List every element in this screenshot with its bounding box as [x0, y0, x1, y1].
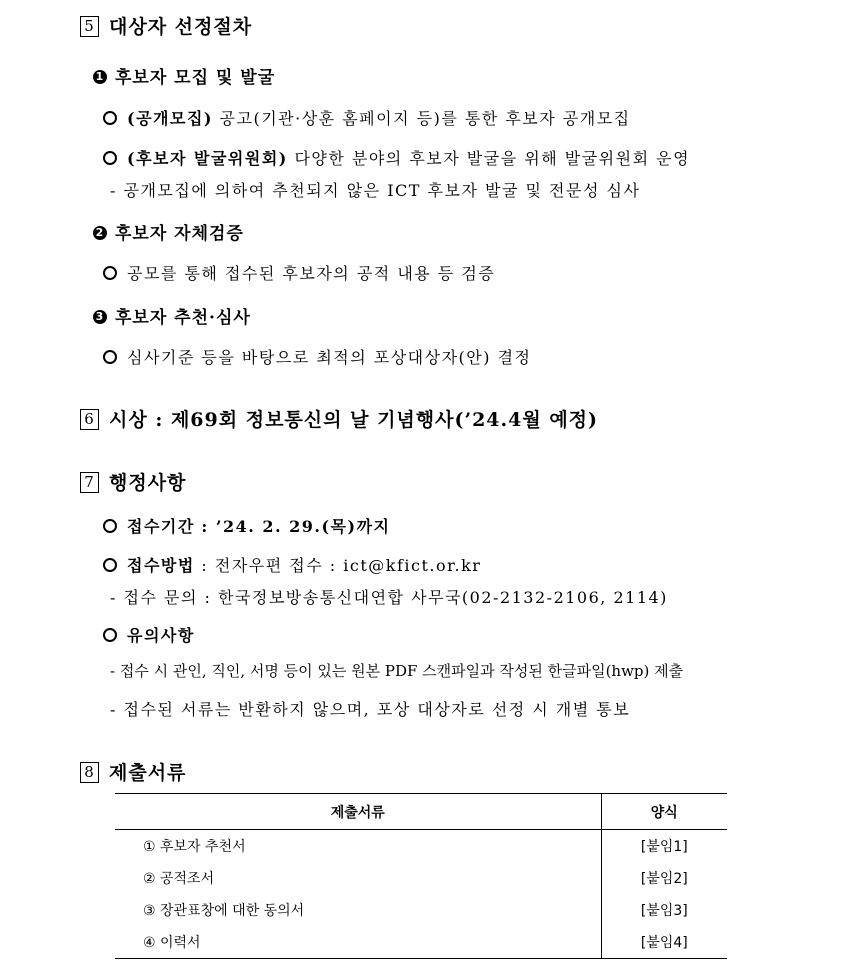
section-number-box: 7 — [80, 472, 99, 493]
item-text: 공모를 통해 접수된 후보자의 공적 내용 등 검증 — [127, 264, 496, 283]
item-text: 다양한 분야의 후보자 발굴을 위해 발굴위원회 운영 — [287, 149, 691, 168]
bullet-ring-icon — [103, 350, 117, 364]
document-name: ② 공적조서 — [115, 862, 601, 894]
deadline-value: : ’24. 2. 29.(목)까지 — [201, 517, 391, 536]
document-name: ③ 장관표창에 대한 동의서 — [115, 894, 601, 926]
step-badge: 2 — [93, 226, 107, 240]
caution-note-2: - 접수된 서류는 반환하지 않으며, 포상 대상자로 선정 시 개별 통보 — [110, 700, 631, 719]
step-1-note: - 공개모집에 의하여 추천되지 않은 ICT 후보자 발굴 및 전문성 심사 — [110, 181, 641, 200]
section-number-box: 6 — [80, 409, 99, 430]
step-badge: 3 — [93, 310, 107, 324]
section-title: 제출서류 — [109, 762, 187, 784]
item-text: 공고(기관·상훈 홈페이지 등)를 통한 후보자 공개모집 — [212, 109, 631, 128]
form-ref: [붙임4] — [601, 926, 727, 959]
document-name: ④ 이력서 — [115, 926, 601, 959]
bullet-ring-icon — [103, 519, 117, 533]
caution-label: 유의사항 — [127, 626, 195, 645]
section-title: 행정사항 — [109, 472, 187, 494]
form-ref: [붙임2] — [640, 871, 688, 887]
section-title: 시상 : 제69회 정보통신의 날 기념행사(’24.4월 예정) — [109, 409, 599, 431]
documents-table — [115, 793, 727, 959]
table-row — [115, 862, 727, 894]
bullet-ring-icon — [103, 628, 117, 642]
step-title: 후보자 모집 및 발굴 — [115, 68, 276, 88]
section-number-box: 5 — [80, 16, 99, 37]
item-label: (공개모집) — [127, 109, 213, 128]
method-value: : 전자우편 접수 : ict@kfict.or.kr — [201, 556, 482, 575]
inquiry-note: - 접수 문의 : 한국정보방송통신대연합 사무국(02-2132-2106, 2114) — [110, 588, 668, 607]
deadline-label: 접수기간 — [127, 517, 195, 536]
method-item — [103, 553, 481, 576]
step-2-item-1 — [103, 261, 495, 284]
table-row — [115, 894, 727, 926]
bullet-ring-icon — [103, 111, 117, 125]
section-title: 대상자 선정절차 — [109, 16, 253, 38]
table-row — [115, 926, 727, 959]
section-5-heading — [80, 12, 252, 39]
step-badge: 1 — [93, 70, 107, 84]
item-label: (후보자 발굴위원회) — [127, 149, 288, 168]
section-number-box: 8 — [80, 762, 99, 783]
step-3-item-1 — [103, 345, 532, 368]
bullet-ring-icon — [103, 266, 117, 280]
bullet-ring-icon — [103, 151, 117, 165]
section-6-heading — [80, 405, 598, 432]
step-1-heading — [93, 63, 275, 88]
step-3-heading — [93, 303, 251, 328]
deadline-item — [103, 514, 391, 537]
step-2-heading — [93, 219, 244, 244]
step-title: 후보자 자체검증 — [115, 224, 244, 244]
step-title: 후보자 추천·심사 — [115, 308, 251, 328]
form-ref: [붙임3] — [640, 903, 688, 919]
document-name: ① 후보자 추천서 — [115, 830, 601, 863]
section-8-heading — [80, 758, 186, 785]
item-text: 심사기준 등을 바탕으로 최적의 포상대상자(안) 결정 — [127, 348, 532, 367]
caution-note-1: - 접수 시 관인, 직인, 서명 등이 있는 원본 PDF 스캔파일과 작성된 한글파일(hwp) 제출 — [110, 662, 684, 680]
column-header-documents: 제출서류 — [115, 794, 601, 830]
table-header-row — [115, 794, 727, 830]
section-7-heading — [80, 468, 186, 495]
method-label: 접수방법 — [127, 556, 195, 575]
caution-item — [103, 623, 195, 646]
table-row — [115, 830, 727, 863]
column-header-form: 양식 — [601, 794, 727, 830]
bullet-ring-icon — [103, 558, 117, 572]
step-1-item-1 — [103, 106, 631, 129]
form-ref: [붙임1] — [640, 839, 688, 855]
step-1-item-2 — [103, 146, 690, 169]
